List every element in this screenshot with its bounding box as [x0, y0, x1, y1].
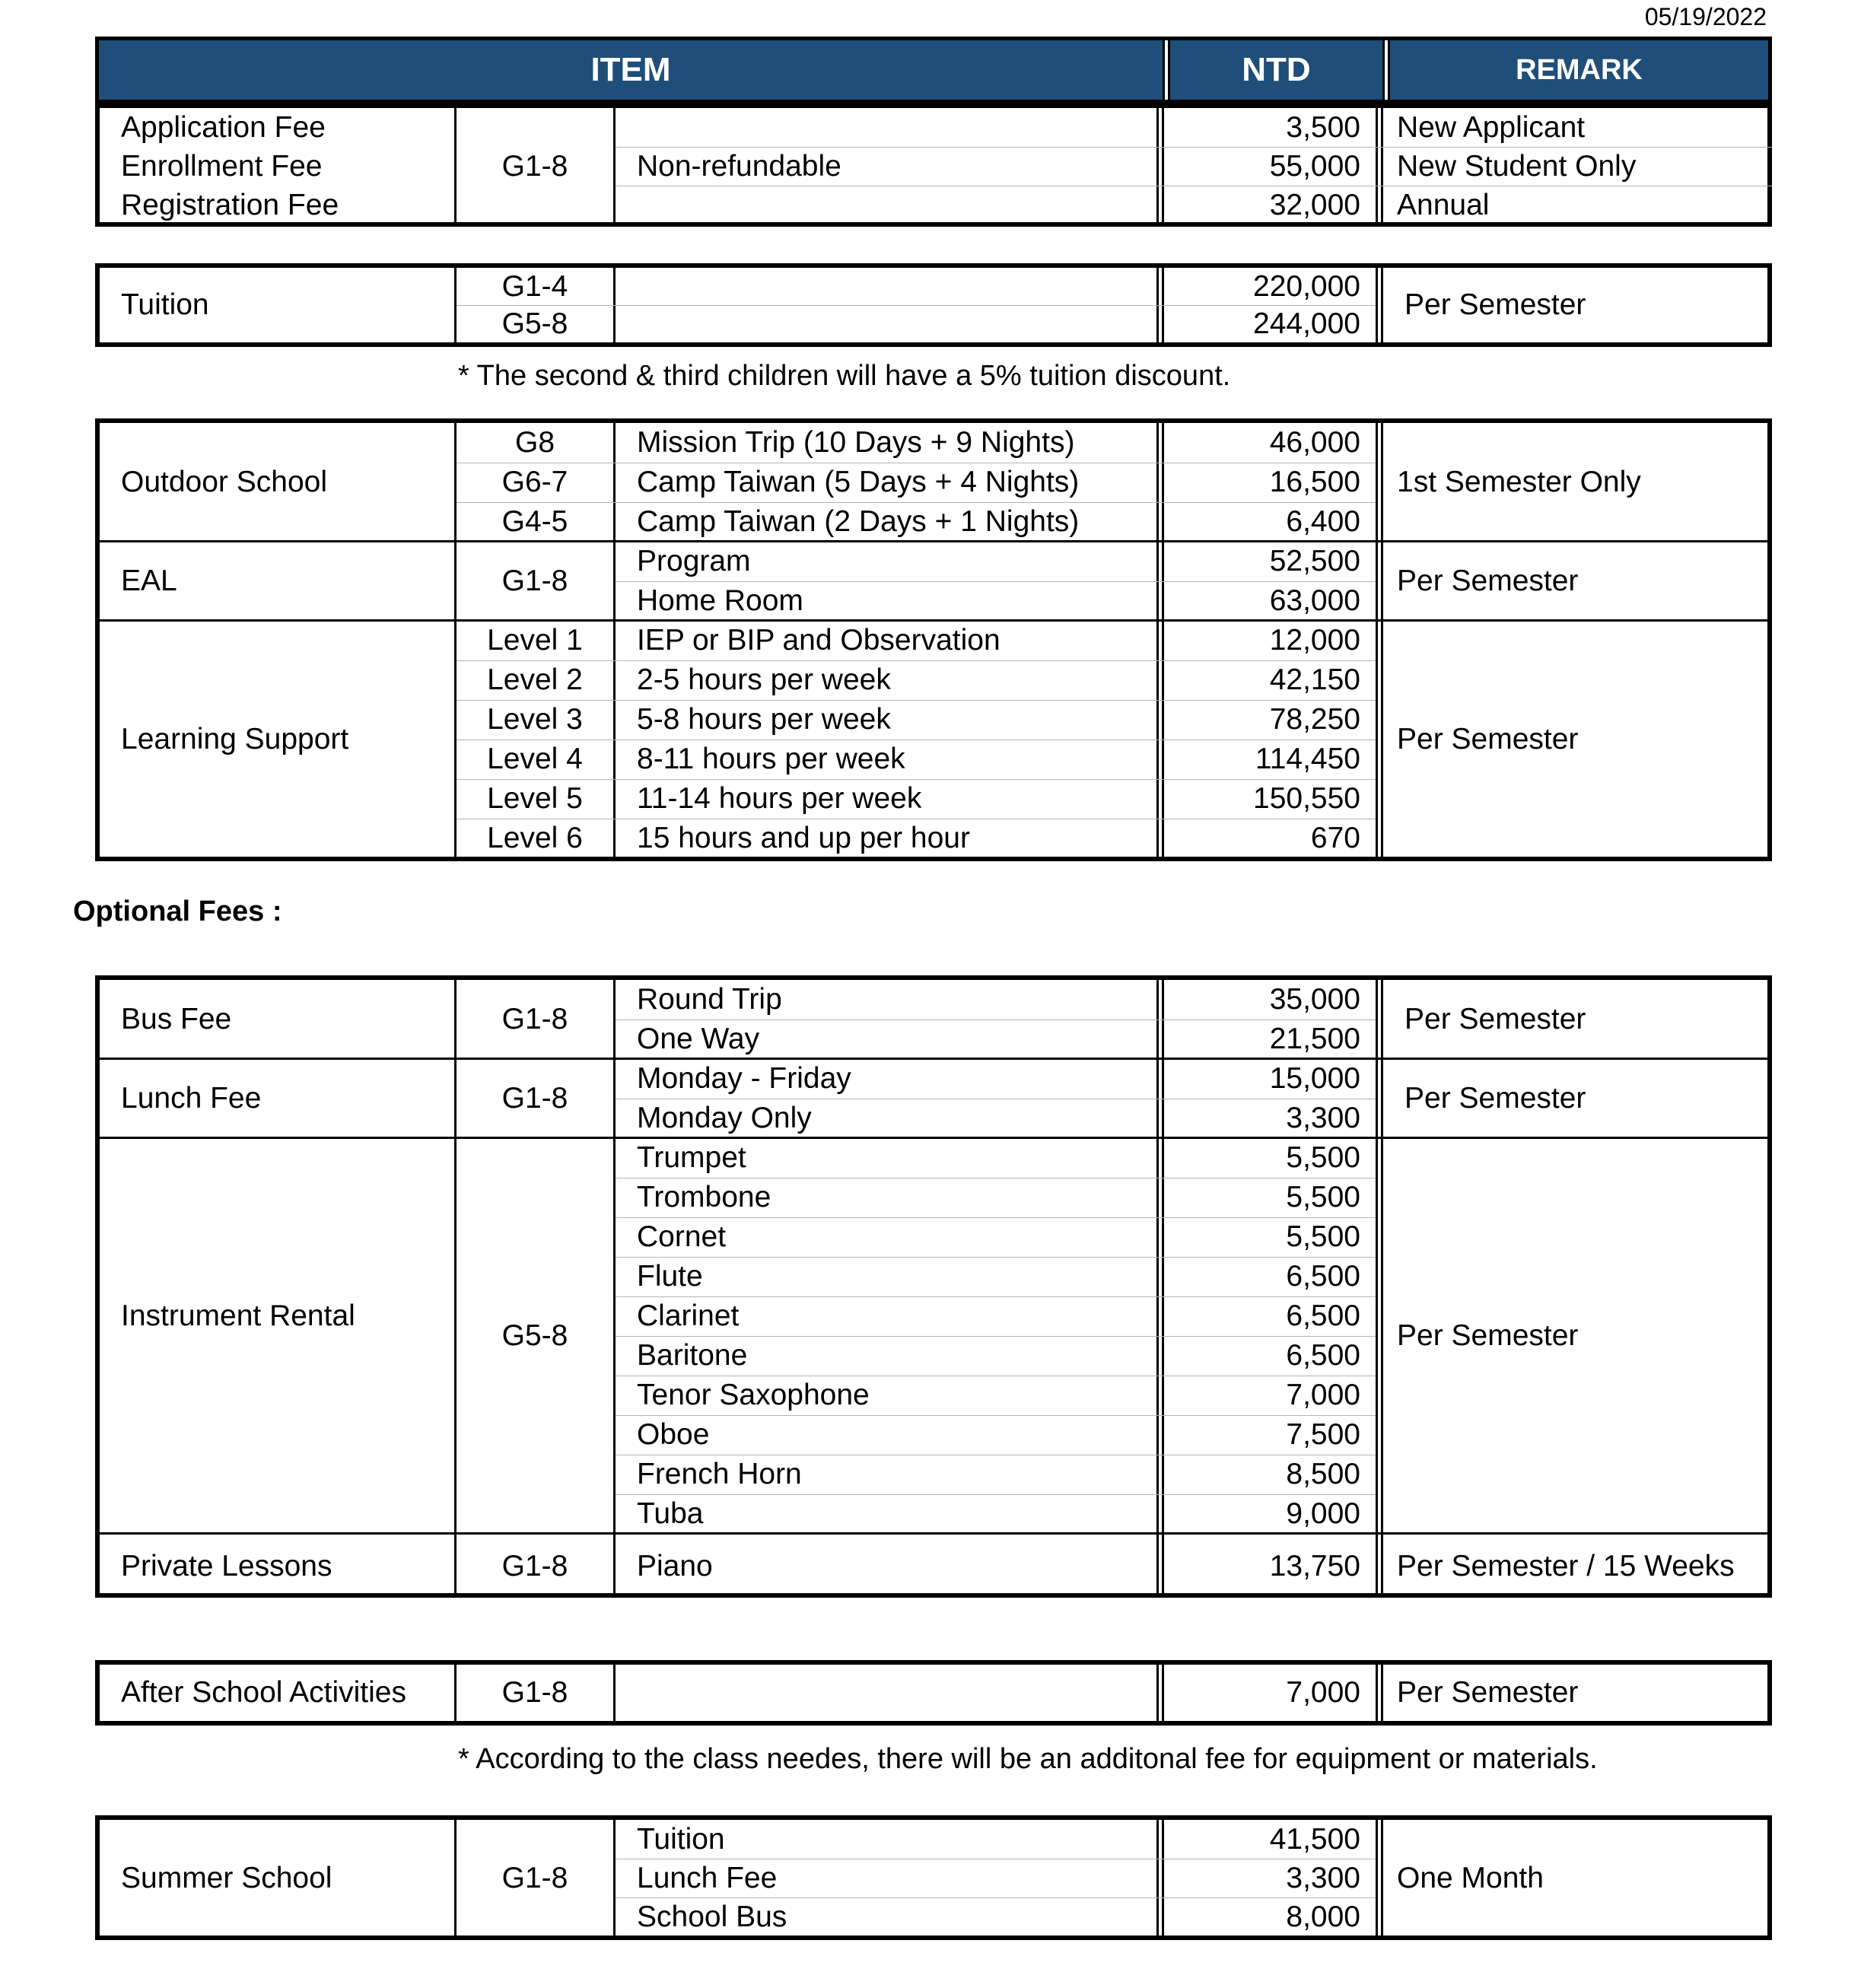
header-divider — [1163, 40, 1170, 100]
optional-fees-title: Optional Fees : — [73, 895, 282, 927]
amount-cell: 63,000 — [1269, 584, 1360, 617]
amount-cell: 52,500 — [1269, 545, 1360, 577]
amount-cell: 21,500 — [1269, 1023, 1360, 1055]
column-divider-double — [1156, 980, 1164, 1593]
row-label: Enrollment Fee — [121, 149, 323, 183]
amount-cell: 42,150 — [1269, 663, 1360, 696]
programs-table — [95, 418, 1772, 861]
grade-cell: G4-5 — [501, 505, 568, 538]
remark-cell: Per Semester — [1397, 1676, 1579, 1709]
grade-cell: Level 5 — [487, 782, 583, 815]
column-divider-double — [1376, 1820, 1383, 1936]
remark-cell: 1st Semester Only — [1397, 466, 1641, 498]
description-cell: Tuba — [637, 1497, 704, 1530]
row-divider — [616, 1494, 1376, 1495]
remark-cell: Per Semester — [1397, 1319, 1579, 1352]
column-divider — [613, 1820, 616, 1936]
grade-cell: G1-8 — [501, 149, 568, 183]
description-cell: Lunch Fee — [637, 1861, 778, 1894]
amount-cell: 9,000 — [1286, 1497, 1360, 1530]
remark-cell: Per Semester — [1404, 1082, 1586, 1115]
grade-cell: G1-8 — [501, 1676, 568, 1709]
description-cell: Baritone — [637, 1339, 748, 1372]
grade-cell: Level 6 — [487, 822, 583, 854]
remark-cell: Per Semester — [1397, 723, 1579, 755]
description-cell: Round Trip — [637, 983, 782, 1016]
row-divider — [457, 660, 1376, 661]
header-divider — [1382, 40, 1390, 100]
grade-cell: Level 1 — [487, 624, 583, 657]
amount-cell: 6,400 — [1286, 505, 1360, 538]
description-cell: Piano — [637, 1550, 713, 1582]
column-divider-double — [1156, 108, 1164, 222]
amount-cell: 6,500 — [1286, 1299, 1360, 1332]
description-cell: 11-14 hours per week — [637, 782, 922, 815]
grade-cell: Level 4 — [487, 743, 583, 775]
description-cell: Program — [637, 545, 751, 577]
amount-cell: 3,300 — [1286, 1861, 1360, 1894]
amount-cell: 6,500 — [1286, 1339, 1360, 1372]
row-divider — [457, 502, 1376, 503]
remark-cell: Per Semester — [1404, 288, 1586, 321]
amount-cell: 35,000 — [1269, 983, 1360, 1016]
amount-cell: 41,500 — [1269, 1822, 1360, 1856]
remark-cell: One Month — [1397, 1861, 1544, 1894]
column-divider — [613, 980, 616, 1593]
column-divider — [613, 108, 616, 222]
description-cell: Monday Only — [637, 1102, 812, 1134]
grade-cell: G5-8 — [501, 1319, 568, 1352]
description-cell: Tuition — [637, 1822, 725, 1856]
description-cell: Home Room — [637, 584, 803, 617]
column-divider-double — [1376, 268, 1383, 342]
amount-cell: 114,450 — [1255, 743, 1360, 775]
header-ntd: NTD — [1242, 51, 1311, 88]
remark-cell: Per Semester — [1404, 1003, 1586, 1035]
description-cell: Trombone — [637, 1181, 771, 1213]
optional-fees-table — [95, 975, 1772, 1598]
column-divider-double — [1376, 980, 1383, 1593]
amount-cell: 13,750 — [1269, 1550, 1360, 1582]
tuition-note: * The second & third children will have a 5% tuition discount. — [458, 360, 1231, 392]
row-divider — [616, 1257, 1376, 1258]
row-divider — [616, 1296, 1376, 1297]
amount-cell: 8,500 — [1286, 1458, 1360, 1490]
amount-cell: 12,000 — [1269, 624, 1360, 657]
row-label: Registration Fee — [121, 188, 339, 221]
amount-cell: 3,500 — [1286, 110, 1360, 144]
amount-cell: 670 — [1310, 822, 1360, 854]
grade-cell: Level 3 — [487, 703, 583, 736]
row-divider — [616, 1336, 1376, 1337]
row-label: EAL — [121, 565, 177, 597]
amount-cell: 150,550 — [1253, 782, 1360, 815]
grade-cell: G1-8 — [501, 565, 568, 597]
row-label: Summer School — [121, 1861, 332, 1894]
amount-cell: 7,000 — [1286, 1379, 1360, 1411]
row-divider — [616, 1897, 1376, 1898]
remark-cell: Per Semester / 15 Weeks — [1397, 1550, 1735, 1582]
column-divider-double — [1376, 108, 1383, 222]
amount-cell: 244,000 — [1253, 307, 1360, 340]
amount-cell: 15,000 — [1269, 1062, 1360, 1095]
row-label: Learning Support — [121, 723, 349, 755]
amount-cell: 55,000 — [1269, 149, 1360, 183]
description-cell: IEP or BIP and Observation — [637, 624, 1000, 657]
description-cell: Flute — [637, 1260, 703, 1293]
description-cell: 8-11 hours per week — [637, 743, 905, 775]
remark-cell: New Applicant — [1397, 110, 1586, 144]
description-cell: Non-refundable — [637, 149, 841, 183]
grade-cell: G1-8 — [501, 1550, 568, 1582]
description-cell: 5-8 hours per week — [637, 703, 891, 736]
amount-cell: 5,500 — [1286, 1220, 1360, 1253]
grade-cell: G1-4 — [501, 269, 568, 303]
description-cell: Oboe — [637, 1418, 710, 1451]
column-divider-double — [1156, 1820, 1164, 1936]
grade-cell: G1-8 — [501, 1003, 568, 1035]
amount-cell: 46,000 — [1269, 426, 1360, 459]
row-label: Private Lessons — [121, 1550, 332, 1582]
description-cell: Camp Taiwan (2 Days + 1 Nights) — [637, 505, 1080, 538]
grade-cell: G5-8 — [501, 307, 568, 340]
amount-cell: 220,000 — [1253, 269, 1360, 303]
row-divider — [616, 581, 1376, 582]
row-label: Instrument Rental — [121, 1299, 355, 1332]
row-label: Application Fee — [121, 110, 326, 144]
header-item: ITEM — [590, 51, 671, 88]
row-label: Outdoor School — [121, 466, 328, 498]
description-cell: Clarinet — [637, 1299, 740, 1332]
row-label: Lunch Fee — [121, 1082, 262, 1115]
column-divider-double — [1376, 423, 1383, 857]
description-cell: Tenor Saxophone — [637, 1379, 870, 1411]
header-remark: REMARK — [1516, 53, 1643, 86]
amount-cell: 5,500 — [1286, 1181, 1360, 1213]
grade-cell: G8 — [514, 426, 555, 459]
row-divider — [616, 1019, 1376, 1020]
column-divider-double — [1156, 1665, 1164, 1721]
amount-cell: 5,500 — [1286, 1141, 1360, 1174]
description-cell: Monday - Friday — [637, 1062, 851, 1095]
row-divider — [457, 779, 1376, 780]
description-cell: Trumpet — [637, 1141, 746, 1174]
description-cell: Camp Taiwan (5 Days + 4 Nights) — [637, 466, 1080, 498]
row-divider — [457, 305, 1376, 306]
description-cell: School Bus — [637, 1900, 787, 1933]
after-school-table — [95, 1660, 1772, 1726]
column-divider-double — [1156, 423, 1164, 857]
amount-cell: 32,000 — [1269, 188, 1360, 221]
summer-school-table — [95, 1815, 1772, 1940]
amount-cell: 7,500 — [1286, 1418, 1360, 1451]
description-cell: French Horn — [637, 1458, 802, 1490]
document-date: 05/19/2022 — [1644, 3, 1767, 30]
amount-cell: 16,500 — [1269, 466, 1360, 498]
remark-cell: Annual — [1397, 188, 1490, 221]
amount-cell: 7,000 — [1286, 1676, 1360, 1709]
grade-cell: G1-8 — [501, 1082, 568, 1115]
description-cell: 2-5 hours per week — [637, 663, 891, 696]
description-cell: Mission Trip (10 Days + 9 Nights) — [637, 426, 1075, 459]
row-label: Bus Fee — [121, 1003, 232, 1035]
amount-cell: 6,500 — [1286, 1260, 1360, 1293]
description-cell: Cornet — [637, 1220, 727, 1253]
amount-cell: 3,300 — [1286, 1102, 1360, 1134]
column-divider — [613, 1665, 616, 1721]
tuition-table — [95, 263, 1772, 347]
column-divider-double — [1376, 1665, 1383, 1721]
row-label: Tuition — [121, 288, 209, 321]
row-label: After School Activities — [121, 1676, 406, 1709]
after-school-note: * According to the class needes, there will be an additonal fee for equipment or materials. — [458, 1743, 1598, 1775]
remark-cell: New Student Only — [1397, 149, 1637, 183]
grade-cell: Level 2 — [487, 663, 583, 696]
amount-cell: 8,000 — [1286, 1900, 1360, 1933]
remark-cell: Per Semester — [1397, 565, 1579, 597]
row-divider — [616, 1415, 1376, 1416]
row-divider — [457, 700, 1376, 701]
grade-cell: G6-7 — [501, 466, 568, 498]
row-divider — [616, 1217, 1376, 1218]
column-divider — [613, 423, 616, 857]
grade-cell: G1-8 — [501, 1861, 568, 1894]
description-cell: One Way — [637, 1023, 760, 1055]
table-header — [95, 37, 1772, 103]
amount-cell: 78,250 — [1269, 703, 1360, 736]
registration-fees-table — [95, 103, 1772, 227]
description-cell: 15 hours and up per hour — [637, 822, 970, 854]
